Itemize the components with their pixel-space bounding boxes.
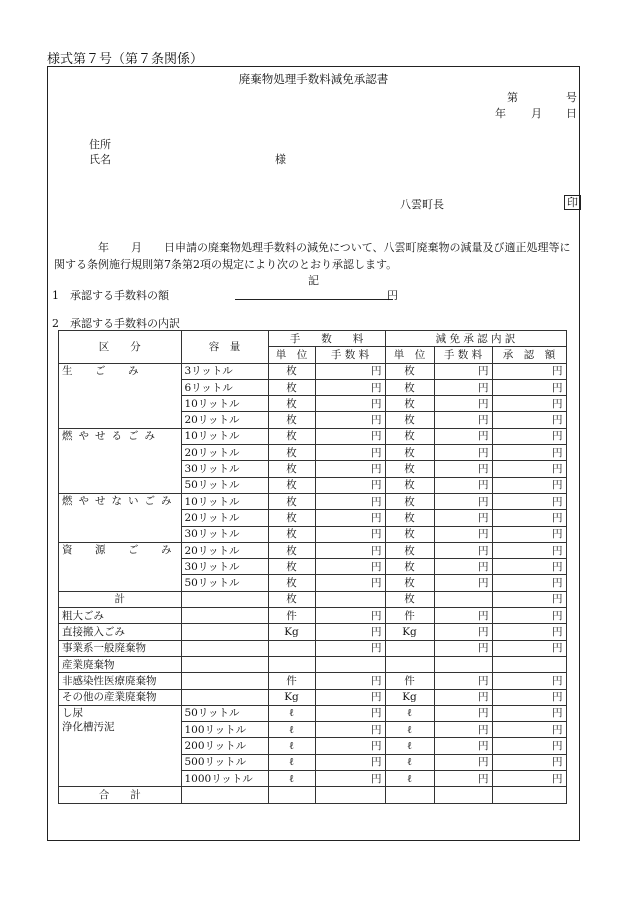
- fee-cell: 円: [315, 673, 385, 689]
- empty-cell: [385, 787, 434, 803]
- approved-cell: 円: [492, 771, 566, 787]
- number-prefix: 第: [507, 91, 518, 104]
- unit-cell-2: 枚: [385, 445, 434, 461]
- approved-cell: 円: [492, 575, 566, 591]
- table-row: [59, 363, 567, 379]
- approved-cell: 円: [492, 428, 566, 444]
- fee-cell: 円: [315, 363, 385, 379]
- fee-cell-2: 円: [434, 673, 492, 689]
- capacity-cell: 500リットル: [181, 754, 268, 770]
- category-cell: [59, 705, 182, 786]
- table-row: [59, 656, 567, 672]
- unit-cell: 枚: [268, 559, 315, 575]
- capacity-cell: 10リットル: [181, 493, 268, 509]
- fee-cell-2: 円: [434, 624, 492, 640]
- fee-cell-2: 円: [434, 640, 492, 656]
- table-row: [59, 705, 567, 721]
- fee-cell: [315, 656, 385, 672]
- fee-cell-2: 円: [434, 705, 492, 721]
- issuer-title: 八雲町長: [400, 198, 444, 211]
- capacity-cell: 20リットル: [181, 412, 268, 428]
- fee-cell: 円: [315, 575, 385, 591]
- unit-cell-2: ℓ: [385, 705, 434, 721]
- document-title: 廃棄物処理手数料減免承認書: [238, 72, 389, 86]
- category-cell: 生 ご み: [59, 363, 182, 428]
- unit-cell-2: 枚: [385, 477, 434, 493]
- empty-cell: [181, 624, 268, 640]
- fee-cell: 円: [315, 428, 385, 444]
- empty-cell: [181, 591, 268, 607]
- capacity-cell: 30リットル: [181, 559, 268, 575]
- fee-cell: 円: [315, 412, 385, 428]
- unit-cell-2: 枚: [385, 542, 434, 558]
- unit-cell-2: [385, 656, 434, 672]
- category-cell: 産業廃棄物: [59, 656, 182, 672]
- approved-cell: 円: [492, 396, 566, 412]
- capacity-cell: 20リットル: [181, 510, 268, 526]
- empty-cell: [181, 608, 268, 624]
- category-cell: 事業系一般廃棄物: [59, 640, 182, 656]
- capacity-cell: 20リットル: [181, 445, 268, 461]
- category-cell: 粗大ごみ: [59, 608, 182, 624]
- category-cell: 資 源 ご み: [59, 542, 182, 591]
- fee-cell: 円: [315, 738, 385, 754]
- unit-cell: ℓ: [268, 738, 315, 754]
- unit-cell-2: 枚: [385, 363, 434, 379]
- fee-cell-2: 円: [434, 461, 492, 477]
- fee-cell-2: 円: [434, 754, 492, 770]
- header-capacity: 容 量: [181, 331, 268, 364]
- category-cell: 燃やせるごみ: [59, 428, 182, 493]
- fee-cell: 円: [315, 396, 385, 412]
- empty-cell: [492, 787, 566, 803]
- unit-cell-2: 枚: [385, 461, 434, 477]
- fee-cell: 円: [315, 542, 385, 558]
- unit-cell: ℓ: [268, 771, 315, 787]
- empty-cell: [181, 689, 268, 705]
- approved-cell: 円: [492, 722, 566, 738]
- unit-cell: 件: [268, 608, 315, 624]
- unit-cell-2: 枚: [385, 396, 434, 412]
- header-exempt: 減 免 承 認 内 訳: [385, 331, 566, 347]
- category-line-2: 浄化槽汚泥: [62, 720, 115, 733]
- fee-cell: 円: [315, 771, 385, 787]
- capacity-cell: 1000リットル: [181, 771, 268, 787]
- unit-cell: ℓ: [268, 722, 315, 738]
- approved-cell: 円: [492, 477, 566, 493]
- approved-cell: 円: [492, 624, 566, 640]
- number-suffix: 号: [566, 91, 577, 104]
- empty-cell: [434, 787, 492, 803]
- category-cell: その他の産業廃棄物: [59, 689, 182, 705]
- category-cell: 直接搬入ごみ: [59, 624, 182, 640]
- unit-cell: 枚: [268, 542, 315, 558]
- table-row: [59, 640, 567, 656]
- category-cell: 燃やせないごみ: [59, 493, 182, 542]
- header-category: 区 分: [59, 331, 182, 364]
- unit-cell: Kg: [268, 689, 315, 705]
- unit-cell-2: 枚: [385, 412, 434, 428]
- fee-cell-2: 円: [434, 412, 492, 428]
- unit-cell: 枚: [268, 493, 315, 509]
- empty-cell: [315, 591, 385, 607]
- fee-cell: 円: [315, 754, 385, 770]
- fee-cell-2: 円: [434, 559, 492, 575]
- fee-cell-2: 円: [434, 608, 492, 624]
- unit-cell: 枚: [268, 461, 315, 477]
- unit-cell-2: [385, 640, 434, 656]
- fee-cell-2: 円: [434, 689, 492, 705]
- unit-cell-2: Kg: [385, 689, 434, 705]
- fee-cell: 円: [315, 477, 385, 493]
- item1-unit: 円: [387, 289, 398, 302]
- empty-cell: [181, 640, 268, 656]
- fee-cell: 円: [315, 461, 385, 477]
- unit-cell: 枚: [268, 575, 315, 591]
- fee-cell-2: 円: [434, 428, 492, 444]
- fee-cell-2: 円: [434, 510, 492, 526]
- unit-cell: 枚: [268, 526, 315, 542]
- unit-cell: 枚: [268, 379, 315, 395]
- unit-cell-2: 枚: [385, 526, 434, 542]
- fee-cell: 円: [315, 608, 385, 624]
- approved-cell: 円: [492, 379, 566, 395]
- capacity-cell: 50リットル: [181, 575, 268, 591]
- table-row: [59, 493, 567, 509]
- subtotal-label: 計: [59, 591, 182, 607]
- header-unit-2: 単 位: [385, 347, 434, 363]
- honorific: 様: [275, 153, 286, 166]
- approved-cell: 円: [492, 461, 566, 477]
- fee-cell-2: 円: [434, 738, 492, 754]
- fee-cell: 円: [315, 689, 385, 705]
- table-row: [59, 673, 567, 689]
- amount-underline: [235, 287, 393, 300]
- capacity-cell: 6リットル: [181, 379, 268, 395]
- unit-cell-2: ℓ: [385, 754, 434, 770]
- fee-cell: 円: [315, 559, 385, 575]
- unit-cell: ℓ: [268, 705, 315, 721]
- approved-cell: 円: [492, 705, 566, 721]
- capacity-cell: 50リットル: [181, 477, 268, 493]
- unit-cell-2: 件: [385, 608, 434, 624]
- seal-mark: 印: [564, 195, 581, 210]
- capacity-cell: 10リットル: [181, 428, 268, 444]
- unit-cell: 枚: [268, 445, 315, 461]
- capacity-cell: 200リットル: [181, 738, 268, 754]
- unit-cell: [268, 656, 315, 672]
- form-number-label: 様式第７号（第７条関係）: [47, 52, 204, 67]
- approved-cell: 円: [492, 445, 566, 461]
- empty-cell: [315, 787, 385, 803]
- header-fee: 手 数 料: [268, 331, 385, 347]
- category-cell: 非感染性医療廃棄物: [59, 673, 182, 689]
- empty-cell: [181, 656, 268, 672]
- fee-cell-2: 円: [434, 363, 492, 379]
- approved-cell: 円: [492, 559, 566, 575]
- fee-breakdown-table: [58, 330, 567, 804]
- item1-amount-line: [235, 287, 393, 300]
- header-fee-amount-2: 手 数 料: [434, 347, 492, 363]
- unit-cell: ℓ: [268, 754, 315, 770]
- total-row: [59, 787, 567, 803]
- document-frame: [47, 66, 580, 841]
- header-row-1: [59, 331, 567, 347]
- approved-cell: 円: [492, 640, 566, 656]
- approved-cell: [492, 656, 566, 672]
- capacity-cell: 30リットル: [181, 461, 268, 477]
- item1-label: 1 承認する手数料の額: [52, 289, 169, 302]
- fee-cell-2: 円: [434, 396, 492, 412]
- date-month: 月: [531, 107, 542, 120]
- capacity-cell: 20リットル: [181, 542, 268, 558]
- approved-cell: 円: [492, 493, 566, 509]
- approved-cell: 円: [492, 412, 566, 428]
- fee-cell-2: 円: [434, 542, 492, 558]
- unit-cell: 枚: [268, 412, 315, 428]
- fee-cell-2: [434, 656, 492, 672]
- unit-cell-2: 枚: [385, 379, 434, 395]
- unit-cell-2: Kg: [385, 624, 434, 640]
- date-year: 年: [495, 107, 506, 120]
- header-approved: 承 認 額: [492, 347, 566, 363]
- empty-cell: [434, 591, 492, 607]
- unit-cell: Kg: [268, 624, 315, 640]
- unit-cell-2: 枚: [385, 575, 434, 591]
- fee-cell: 円: [315, 640, 385, 656]
- approved-cell: 円: [492, 542, 566, 558]
- unit-cell-2: ℓ: [385, 722, 434, 738]
- address-label: 住所: [89, 138, 111, 151]
- approved-cell: 円: [492, 526, 566, 542]
- unit-cell: 件: [268, 673, 315, 689]
- body-text: 年 月 日申請の廃棄物処理手数料の減免について、八雲町廃棄物の減量及び適正処理等に関する条例施行規則第7条第2項の規定により次のとおり承認します。: [54, 241, 571, 271]
- unit-cell-2: 枚: [385, 493, 434, 509]
- capacity-cell: 50リットル: [181, 705, 268, 721]
- empty-cell: [181, 673, 268, 689]
- capacity-cell: 30リットル: [181, 526, 268, 542]
- capacity-cell: 3リットル: [181, 363, 268, 379]
- total-label: 合 計: [59, 787, 182, 803]
- header-unit: 単 位: [268, 347, 315, 363]
- unit-cell-2: 枚: [385, 591, 434, 607]
- approved-cell: 円: [492, 754, 566, 770]
- fee-cell-2: 円: [434, 477, 492, 493]
- unit-cell: 枚: [268, 428, 315, 444]
- unit-cell: [268, 640, 315, 656]
- approved-cell: 円: [492, 510, 566, 526]
- fee-cell: 円: [315, 379, 385, 395]
- fee-cell-2: 円: [434, 493, 492, 509]
- unit-cell-2: ℓ: [385, 738, 434, 754]
- unit-cell-2: 枚: [385, 510, 434, 526]
- unit-cell: 枚: [268, 363, 315, 379]
- date-day: 日: [566, 107, 577, 120]
- approved-cell: 円: [492, 591, 566, 607]
- header-fee-amount: 手 数 料: [315, 347, 385, 363]
- fee-cell: 円: [315, 526, 385, 542]
- approved-cell: 円: [492, 689, 566, 705]
- fee-cell: 円: [315, 705, 385, 721]
- table-row: [59, 689, 567, 705]
- unit-cell: 枚: [268, 591, 315, 607]
- fee-cell-2: 円: [434, 445, 492, 461]
- table-row: [59, 428, 567, 444]
- unit-cell-2: 枚: [385, 428, 434, 444]
- fee-cell-2: 円: [434, 575, 492, 591]
- capacity-cell: 100リットル: [181, 722, 268, 738]
- empty-cell: [181, 787, 268, 803]
- subtotal-row: [59, 591, 567, 607]
- fee-cell: 円: [315, 624, 385, 640]
- ki-heading: 記: [308, 274, 319, 287]
- unit-cell-2: 枚: [385, 559, 434, 575]
- unit-cell-2: 件: [385, 673, 434, 689]
- unit-cell-2: ℓ: [385, 771, 434, 787]
- table-row: [59, 624, 567, 640]
- fee-cell: 円: [315, 493, 385, 509]
- table-row: [59, 542, 567, 558]
- approved-cell: 円: [492, 673, 566, 689]
- approved-cell: 円: [492, 738, 566, 754]
- capacity-cell: 10リットル: [181, 396, 268, 412]
- approved-cell: 円: [492, 363, 566, 379]
- item2-label: 2 承認する手数料の内訳: [52, 317, 180, 330]
- approved-cell: 円: [492, 608, 566, 624]
- unit-cell: 枚: [268, 510, 315, 526]
- fee-cell: 円: [315, 445, 385, 461]
- name-label: 氏名: [89, 153, 111, 166]
- fee-cell-2: 円: [434, 379, 492, 395]
- fee-cell-2: 円: [434, 526, 492, 542]
- unit-cell: 枚: [268, 477, 315, 493]
- fee-cell: 円: [315, 510, 385, 526]
- table-row: [59, 608, 567, 624]
- fee-cell-2: 円: [434, 722, 492, 738]
- fee-cell-2: 円: [434, 771, 492, 787]
- empty-cell: [268, 787, 315, 803]
- category-line-1: し尿: [62, 706, 83, 719]
- fee-cell: 円: [315, 722, 385, 738]
- unit-cell: 枚: [268, 396, 315, 412]
